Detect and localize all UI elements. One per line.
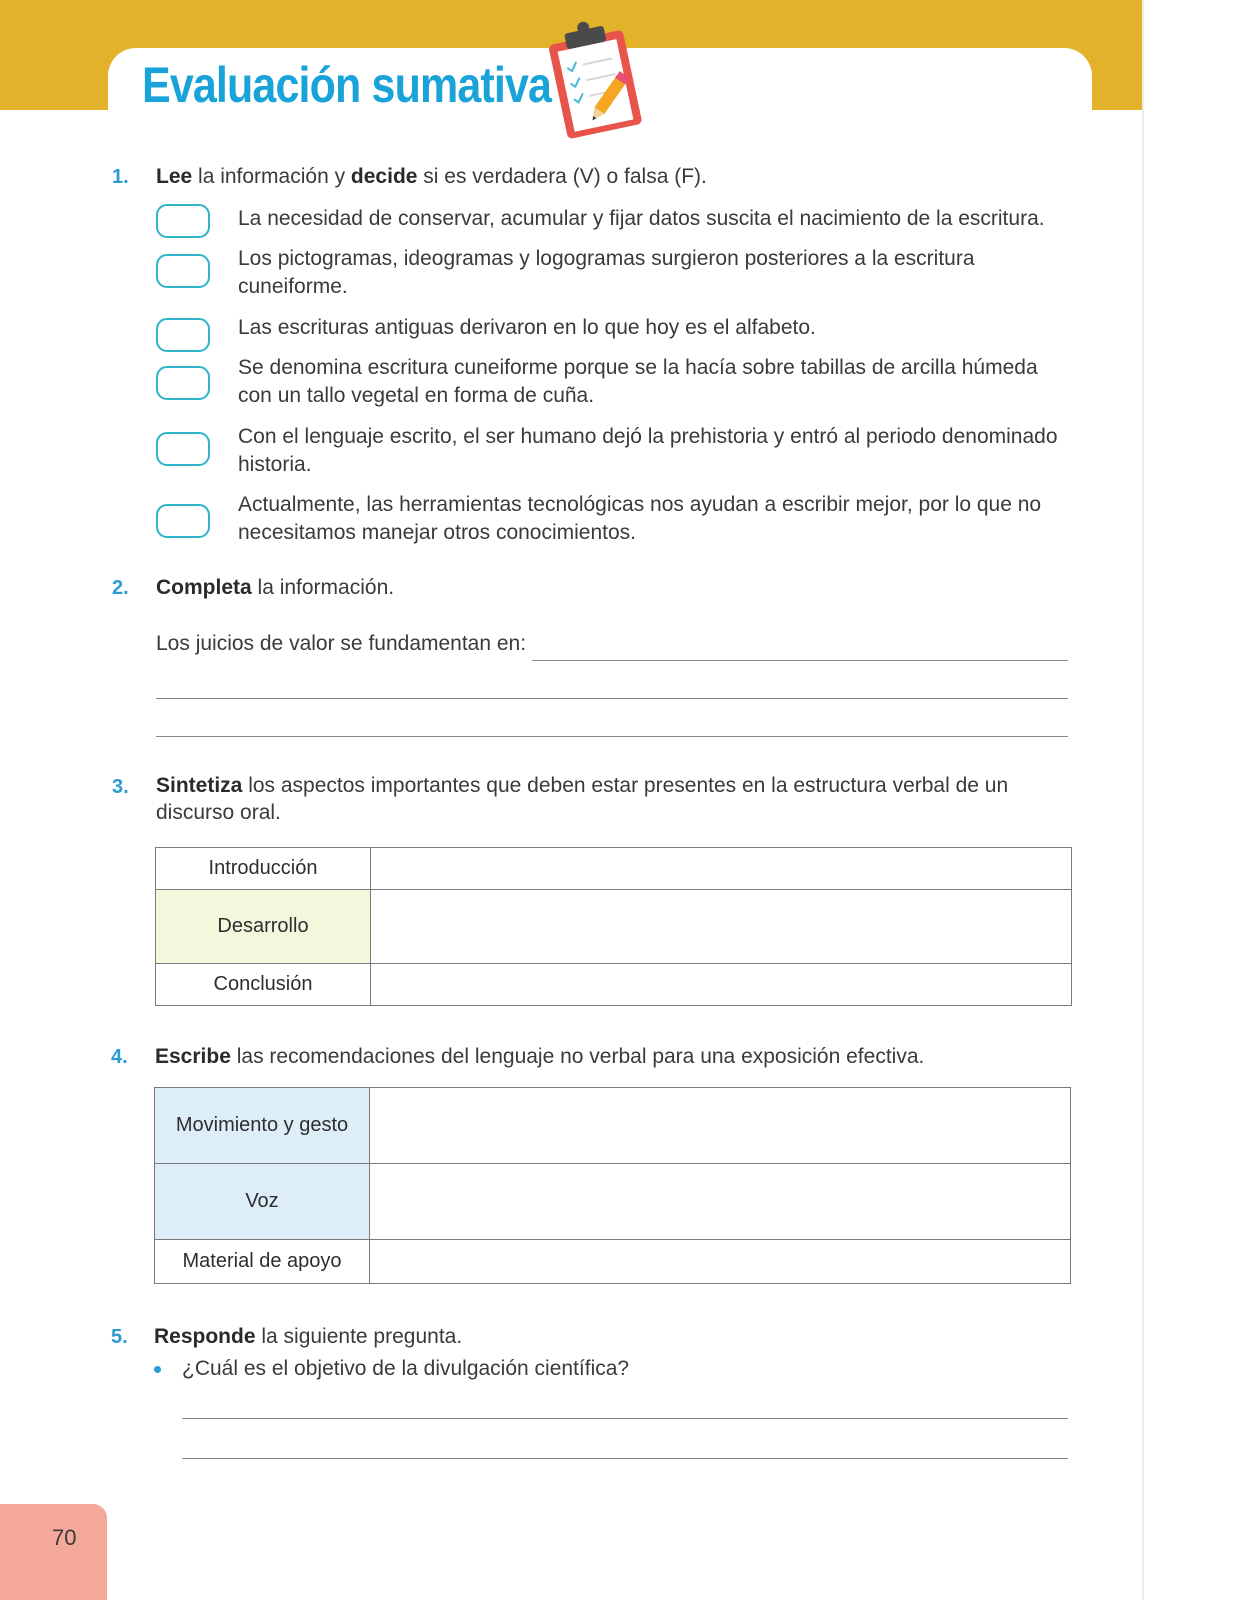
q4-row-label-voz: Voz: [155, 1164, 370, 1240]
table-row: [156, 890, 1072, 964]
question-5-number: 5.: [111, 1326, 128, 1348]
q1-verb-lee: Lee: [156, 165, 193, 188]
q2-answer-line-1[interactable]: [532, 660, 1068, 661]
q3-row-label-introduccion: Introducción: [156, 848, 371, 890]
question-5-instruction: [154, 1323, 462, 1351]
question-2-instruction: [156, 574, 394, 602]
q5-instruction-rest: la siguiente pregunta.: [255, 1325, 463, 1348]
bullet-icon: [154, 1366, 161, 1373]
question-3-number: 3.: [112, 776, 129, 798]
table-row: [156, 964, 1072, 1006]
page-number: 70: [52, 1525, 77, 1550]
q1-statement-6: Actualmente, las herramientas tecnológicas nos ayudan a escribir mejor, por lo que no necesitamos manejar otros conocimientos.: [238, 493, 1042, 544]
q3-structure-table: [155, 847, 1072, 1006]
table-row: [155, 1164, 1071, 1240]
q1-statement-1: La necesidad de conservar, acumular y fijar datos suscita el nacimiento de la escritura.: [238, 207, 1045, 230]
q5-answer-line-2[interactable]: [182, 1458, 1068, 1459]
q1-statement-3: Las escrituras antiguas derivaron en lo que hoy es el alfabeto.: [238, 316, 816, 339]
q4-verb: Escribe: [155, 1045, 231, 1068]
q2-answer-line-3[interactable]: [156, 736, 1068, 737]
q4-instruction-rest: las recomendaciones del lenguaje no verbal para una exposición efectiva.: [230, 1045, 925, 1068]
q4-answer-cell-movimiento[interactable]: [370, 1088, 1071, 1164]
q4-answer-cell-voz[interactable]: [370, 1164, 1071, 1240]
table-row: [155, 1240, 1071, 1284]
q1-statement-2: Los pictogramas, ideogramas y logogramas surgieron posteriores a la escritura cuneiforme.: [238, 247, 975, 298]
q3-answer-cell-desarrollo[interactable]: [371, 890, 1072, 964]
question-1-number: 1.: [112, 166, 129, 188]
question-3-instruction: [156, 772, 1068, 800]
tf-answer-box-1[interactable]: [156, 204, 210, 238]
table-row: [155, 1088, 1071, 1164]
tf-answer-box-6[interactable]: [156, 504, 210, 538]
q2-instruction-rest: la información.: [251, 576, 395, 599]
clipboard-icon: [542, 16, 652, 140]
q5-verb: Responde: [154, 1325, 256, 1348]
table-row: [156, 848, 1072, 890]
question-2-number: 2.: [112, 577, 129, 599]
q1-instruction-mid: la información y: [192, 165, 351, 188]
tf-answer-box-4[interactable]: [156, 366, 210, 400]
q1-verb-decide: decide: [350, 165, 418, 188]
q3-row-label-conclusion: Conclusión: [156, 964, 371, 1006]
tf-answer-box-5[interactable]: [156, 432, 210, 466]
tf-answer-box-2[interactable]: [156, 254, 210, 288]
page-edge: [1142, 0, 1144, 1600]
q3-row-label-desarrollo: Desarrollo: [156, 890, 371, 964]
q4-row-label-movimiento: Movimiento y gesto: [155, 1088, 370, 1164]
q5-answer-line-1[interactable]: [182, 1418, 1068, 1419]
question-4-instruction: [155, 1043, 924, 1071]
q5-question: ¿Cuál es el objetivo de la divulgación científica?: [182, 1357, 630, 1380]
q3-answer-cell-introduccion[interactable]: [371, 848, 1072, 890]
q2-verb: Completa: [156, 576, 252, 599]
page-title: Evaluación sumativa: [142, 57, 552, 113]
question-4-number: 4.: [111, 1046, 128, 1068]
q1-statement-5: Con el lenguaje escrito, el ser humano dejó la prehistoria y entró al periodo denominado historia.: [238, 425, 1058, 476]
q4-answer-cell-material[interactable]: [370, 1240, 1071, 1284]
q1-statement-4: Se denomina escritura cuneiforme porque se la hacía sobre tabillas de arcilla húmeda con un tallo vegetal en forma de cuña.: [238, 356, 1038, 407]
q3-instruction-rest-line1: los aspectos importantes que deben estar presentes en la estructura verbal de un: [242, 774, 1009, 797]
question-1-instruction: [156, 163, 707, 191]
q3-verb: Sintetiza: [156, 774, 243, 797]
q4-nonverbal-table: [154, 1087, 1071, 1284]
q3-instruction-line2: discurso oral.: [156, 801, 281, 824]
tf-answer-box-3[interactable]: [156, 318, 210, 352]
q2-answer-line-2[interactable]: [156, 698, 1068, 699]
q1-instruction-rest: si es verdadera (V) o falsa (F).: [417, 165, 707, 188]
q2-prompt: Los juicios de valor se fundamentan en:: [156, 632, 527, 655]
page-number-tab: [0, 1504, 107, 1600]
q4-row-label-material: Material de apoyo: [155, 1240, 370, 1284]
q3-answer-cell-conclusion[interactable]: [371, 964, 1072, 1006]
